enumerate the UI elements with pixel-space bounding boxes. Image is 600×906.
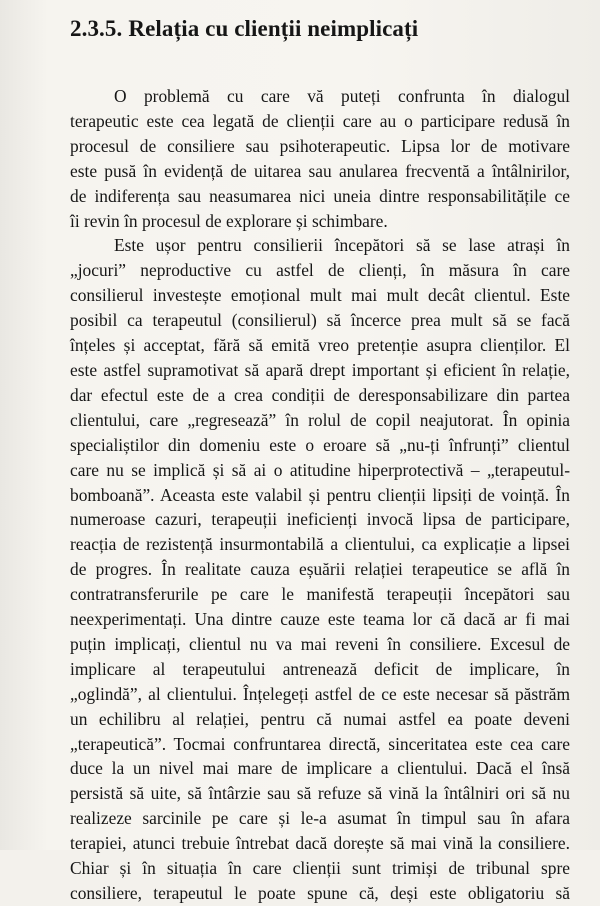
text-line: de indiferența sau neasumarea nici uneia dintre responsabilitățile ce (70, 185, 570, 206)
text-line: terapeutic este cea legată de clienții care au o participare redusă în (70, 110, 570, 131)
body-text (70, 84, 570, 906)
text-line: este pusă în evidență de uitarea sau anularea frecventă a întâlnirilor, (70, 160, 570, 181)
text-line: terapiei, atunci trebuie întrebat dacă dorește să mai vină la consiliere. (70, 833, 570, 854)
text-line: înțeles și acceptat, fără să emită vreo pretenție asupra clienților. El (70, 335, 570, 356)
text-line: bomboană”. Aceasta este valabil și pentru clienții lipsiți de voință. În (70, 484, 570, 505)
section-heading (70, 14, 570, 44)
text-line: „jocuri” neproductive cu astfel de clienți, în măsura în care (70, 260, 570, 281)
text-line: puțin implicați, clientul nu va mai reveni în consiliere. Excesul de (70, 633, 570, 654)
text-line: de progres. În realitate cauza eșuării relației terapeutice se află în (70, 559, 570, 580)
text-line: care nu se implică și să ai o atitudine hiperprotectivă – „terapeutul- (70, 459, 570, 480)
text-line: numeroase cazuri, terapeuții ineficienți invocă lipsa de participare, (70, 509, 570, 530)
text-line: îi revin în procesul de explorare și schimbare. (70, 210, 388, 231)
section-title: Relația cu clienții neimplicați (128, 16, 419, 41)
text-line: posibil ca terapeutul (consilierul) să încerce prea mult să se facă (70, 310, 570, 331)
text-line: consiliere, terapeutul le poate spune că, deși este obligatoriu să (70, 883, 570, 903)
text-line: specialiștilor din domeniu este o eroare să „nu-ți înfrunți” clientul (70, 434, 570, 455)
text-line: reacția de rezistență insurmontabilă a clientului, ca explicație a lipsei (70, 534, 570, 555)
text-line: un echilibru al relației, pentru că numai astfel ea poate deveni (70, 708, 570, 729)
text-line: neexperimentați. Una dintre cauze este teama lor că dacă ar fi mai (70, 609, 570, 630)
text-line: procesul de consiliere sau psihoterapeutic. Lipsa lor de motivare (70, 135, 570, 156)
paragraph (70, 233, 570, 905)
text-line: persistă să uite, să întârzie sau să refuze să vină la întâlniri ori să nu (70, 783, 570, 804)
text-line: „terapeutică”. Tocmai confruntarea directă, sinceritatea este cea care (70, 733, 570, 754)
text-line: implicare al terapeutului antrenează deficit de implicare, în (70, 658, 570, 679)
text-line: O problemă cu care vă puteți confrunta în dialogul (114, 86, 570, 106)
text-line: clientului, care „regresează” în rolul de copil neajutorat. În opinia (70, 409, 570, 430)
text-line: Chiar și în situația în care clienții sunt trimiși de tribunal spre (70, 858, 570, 879)
section-number: 2.3.5. (70, 16, 123, 41)
paragraph (70, 84, 570, 233)
text-line: Este ușor pentru consilierii începători să se lase atrași în (114, 235, 570, 256)
text-line: dar efectul este de a crea condiții de deresponsabilizare din partea (70, 384, 570, 405)
text-line: este astfel supramotivat să apară drept important și eficient în relație, (70, 359, 570, 380)
text-line: duce la un nivel mai mare de implicare a clientului. Dacă el însă (70, 758, 570, 779)
text-line: „oglindă”, al clientului. Înțelegeți astfel de ce este necesar să păstrăm (70, 683, 570, 704)
text-line: consilierul investește emoțional mult mai mult decât clientul. Este (70, 285, 570, 306)
text-line: contratransferurile pe care le manifestă terapeuții începători sau (70, 584, 570, 605)
text-line: realizeze sarcinile pe care și le-a asumat în timpul sau în afara (70, 808, 570, 829)
